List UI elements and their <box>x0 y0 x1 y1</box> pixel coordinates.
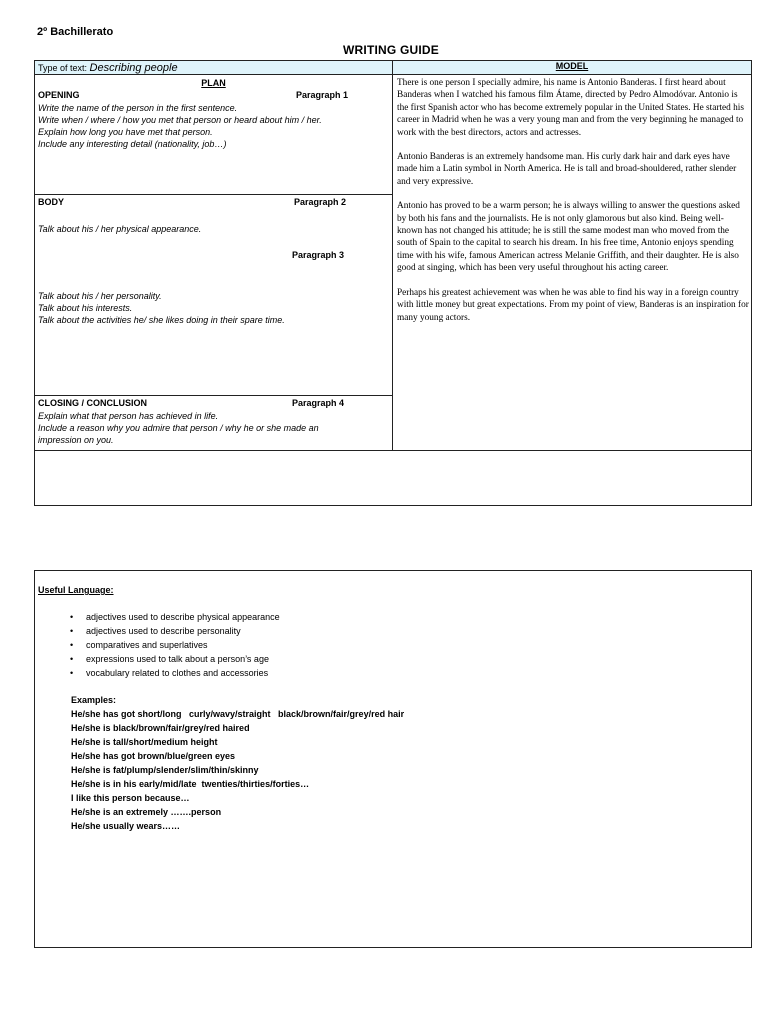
examples-line: He/she usually wears…… <box>71 821 181 831</box>
opening-instructions: Write the name of the person in the first sentence. Write when / where / how you met that person or heard about him / her. Explain how long you have met that person. Include any interesting detail (nationality, job…) <box>38 103 322 149</box>
model-paragraph: Antonio Banderas is an extremely handsome man. His curly dark hair and dark eyes have made him a Latin symbol in North America. He is tall and broad-shouldered, rather slender and very expressive. <box>397 152 737 187</box>
list-item: • adjectives used to describe physical appearance <box>70 612 280 622</box>
text-type-value: Describing people <box>89 62 178 74</box>
list-item: • vocabulary related to clothes and accessories <box>70 668 269 678</box>
useful-language-heading: Useful Language: <box>38 585 114 595</box>
document-title: WRITING GUIDE <box>343 43 439 57</box>
list-item: • expressions used to talk about a person’s age <box>70 654 269 664</box>
paragraph-3-label: Paragraph 3 <box>292 250 345 260</box>
closing-label: CLOSING / CONCLUSION <box>38 398 148 408</box>
grade-label: 2º Bachillerato <box>37 26 114 38</box>
opening-label: OPENING <box>38 90 80 100</box>
examples-line: He/she is in his early/mid/late twenties/thirties/forties… <box>71 779 310 789</box>
bullet-icon: • <box>70 626 74 636</box>
examples-line: He/she is fat/plump/slender/slim/thin/skinny <box>71 765 259 775</box>
paragraph-3-instructions: Talk about his / her personality. Talk about his interests. Talk about the activities he/ she likes doing in their spare time. <box>38 291 285 325</box>
header-rule <box>34 74 752 75</box>
examples-line: I like this person because… <box>71 793 190 803</box>
text-type-label: Type of text: Describing people <box>38 62 178 74</box>
list-item: • adjectives used to describe personality <box>70 626 241 636</box>
plan-heading: PLAN <box>201 78 226 88</box>
examples-block <box>71 693 404 833</box>
closing-instructions: Explain what that person has achieved in life. Include a reason why you admire that person / why he or she made an impression on you. <box>38 411 319 445</box>
paragraph-1-label: Paragraph 1 <box>296 90 349 100</box>
bullet-icon: • <box>70 668 74 678</box>
examples-line: He/she is an extremely …….person <box>71 807 222 817</box>
column-divider <box>392 60 393 450</box>
model-paragraph: Antonio has proved to be a warm person; he is always willing to answer the questions asked by both his fans and the journalists. He is not only glamorous but also kind. Being well-known has not changed his attitude; he is still the same modest man who moved from the south of Spain to the capital to search his dream. In his free time, Antonio enjoys spending time with his wife, famous American actress Melanie Griffith, and their daughter. He is also good at singing, which has been very useful throughout his acting career. <box>397 201 740 274</box>
paragraph-4-label: Paragraph 4 <box>292 398 345 408</box>
table-bottom-rule <box>34 450 752 451</box>
examples-line: He/she is tall/short/medium height <box>71 737 218 747</box>
body-closing-rule <box>34 395 393 396</box>
examples-line: Examples: <box>71 695 117 705</box>
bullet-icon: • <box>70 640 74 650</box>
useful-language-list <box>70 610 280 680</box>
examples-line: He/she is black/brown/fair/grey/red haired <box>71 723 250 733</box>
model-text <box>397 77 749 336</box>
bullet-icon: • <box>70 612 74 622</box>
body-label: BODY <box>38 197 65 207</box>
model-paragraph: There is one person I specially admire, his name is Antonio Banderas. I first heard about Banderas when I watched his famous film Átame, directed by Pedro Almodóvar. Antonio is the first Spanish actor who has become extremely popular in the United States. He started his career in Madrid when he was a very young man and from the very beginning he managed to work with the best directors, actors and actresses. <box>397 78 744 138</box>
paragraph-2-instruction: Talk about his / her physical appearance. <box>38 224 202 234</box>
opening-body-rule <box>34 194 393 195</box>
paragraph-2-label: Paragraph 2 <box>294 197 347 207</box>
list-item: • comparatives and superlatives <box>70 640 208 650</box>
bullet-icon: • <box>70 654 74 664</box>
examples-line: He/she has got brown/blue/green eyes <box>71 751 236 761</box>
examples-line: He/she has got short/long curly/wavy/straight black/brown/fair/grey/red hair <box>71 709 405 719</box>
model-paragraph: Perhaps his greatest achievement was when he was able to find his way in a foreign country with little money but great expectations. From my point of view, Banderas is an inspiration for many young actors. <box>397 287 749 323</box>
model-heading: MODEL <box>555 61 589 71</box>
